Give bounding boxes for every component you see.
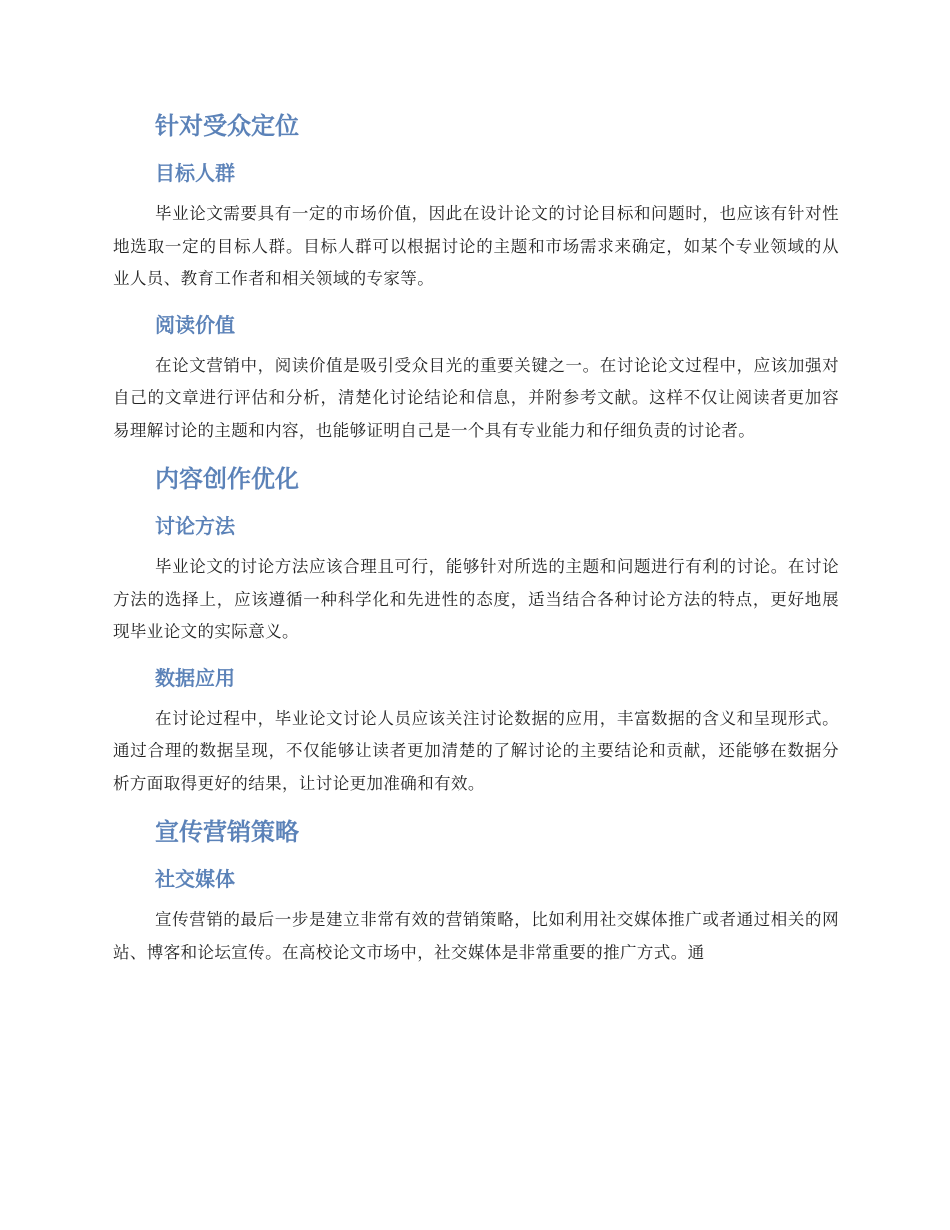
paragraph-reading-value: 在论文营销中，阅读价值是吸引受众目光的重要关键之一。在讨论论文过程中，应该加强对自己的文章进行评估和分析，清楚化讨论结论和信息，并附参考文献。这样不仅让阅读者更加容易理解讨论的主题和内容，也能够证明自己是一个具有专业能力和仔细负责的讨论者。 xyxy=(113,355,839,440)
paragraph-social-media: 宣传营销的最后一步是建立非常有效的营销策略，比如利用社交媒体推广或者通过相关的网站、博客和论坛宣传。在高校论文市场中，社交媒体是非常重要的推广方式。通 xyxy=(113,910,839,962)
subsection-heading-social-media: 社交媒体 xyxy=(155,867,235,891)
paragraph-methods: 毕业论文的讨论方法应该合理且可行，能够针对所选的主题和问题进行有利的讨论。在讨论方法的选择上，应该遵循一种科学化和先进性的态度，适当结合各种讨论方法的特点，更好地展现毕业论文的实际意义。 xyxy=(113,557,839,641)
subsection-heading-target-group: 目标人群 xyxy=(155,161,235,185)
subsection-heading-reading-value: 阅读价值 xyxy=(155,312,235,337)
section-heading-content-optimization: 内容创作优化 xyxy=(155,465,299,493)
paragraph-data-application: 在讨论过程中，毕业论文讨论人员应该关注讨论数据的应用，丰富数据的含义和呈现形式。通过合理的数据呈现，不仅能够让读者更加清楚的了解讨论的主要结论和贡献，还能够在数据分析方面取得更好的结果，让讨论更加准确和有效。 xyxy=(113,708,839,793)
section-heading-marketing-strategy: 宣传营销策略 xyxy=(155,818,299,846)
subsection-heading-methods: 讨论方法 xyxy=(155,514,235,538)
paragraph-target-group: 毕业论文需要具有一定的市场价值，因此在设计论文的讨论目标和问题时，也应该有针对性地选取一定的目标人群。目标人群可以根据讨论的主题和市场需求来确定，如某个专业领域的从业人员、教育工作者和相关领域的专家等。 xyxy=(113,204,839,288)
document-body xyxy=(113,108,839,983)
section-heading-audience: 针对受众定位 xyxy=(155,112,299,140)
subsection-heading-data-application: 数据应用 xyxy=(155,665,235,690)
